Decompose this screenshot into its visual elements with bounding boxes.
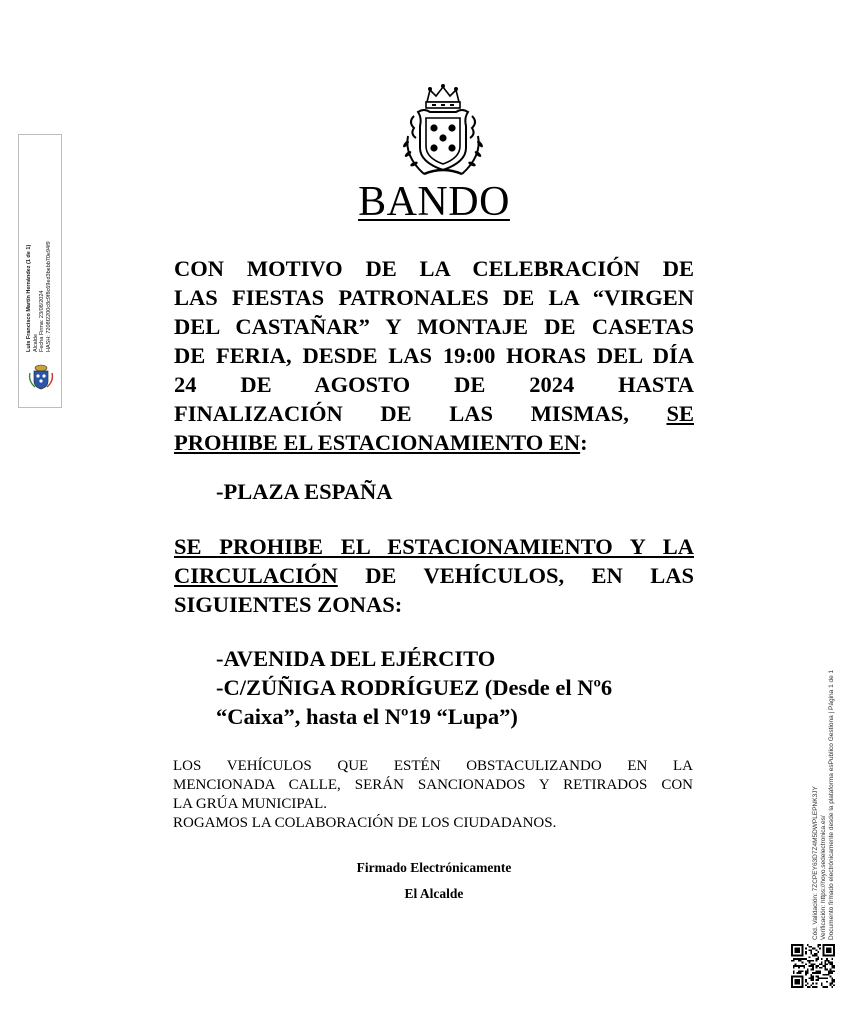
qr-module bbox=[817, 965, 819, 967]
qr-module bbox=[826, 974, 828, 976]
intro-paragraph bbox=[174, 254, 694, 457]
qr-module bbox=[805, 972, 807, 974]
qr-module bbox=[823, 977, 825, 979]
notice-line: MENCIONADA CALLE, SERÁN SANCIONADOS Y RETIRADOS CON bbox=[173, 777, 693, 793]
qr-module bbox=[814, 953, 816, 955]
qr-module bbox=[823, 974, 825, 976]
qr-module bbox=[810, 951, 812, 953]
zone-item: -PLAZA ESPAÑA bbox=[216, 479, 393, 504]
qr-module bbox=[793, 970, 795, 972]
qr-module bbox=[824, 969, 826, 971]
qr-module bbox=[810, 974, 812, 976]
qr-module bbox=[833, 965, 835, 967]
qr-module bbox=[833, 970, 835, 972]
qr-module bbox=[798, 960, 800, 962]
qr-module bbox=[821, 963, 823, 965]
qr-module bbox=[807, 944, 809, 946]
second-paragraph bbox=[174, 532, 694, 619]
qr-module bbox=[824, 962, 826, 964]
qr-module bbox=[809, 962, 811, 964]
qr-module bbox=[816, 967, 818, 969]
underlined-text: CIRCULACIÓN bbox=[174, 563, 338, 588]
qr-module bbox=[791, 960, 793, 962]
qr-module bbox=[795, 948, 800, 953]
qr-module bbox=[833, 979, 835, 981]
qr-module bbox=[816, 970, 818, 972]
signature-stamp-text bbox=[26, 241, 52, 352]
qr-module bbox=[812, 986, 814, 988]
qr-module bbox=[816, 979, 818, 981]
qr-module bbox=[823, 965, 825, 967]
second-line bbox=[174, 561, 694, 590]
qr-module bbox=[831, 986, 833, 988]
qr-module bbox=[828, 972, 830, 974]
qr-module bbox=[831, 983, 833, 985]
qr-module bbox=[793, 967, 795, 969]
qr-module bbox=[810, 963, 812, 965]
title-text: BANDO bbox=[358, 179, 510, 225]
second-line-text: DE VEHÍCULOS, EN LAS bbox=[337, 563, 694, 588]
qr-module bbox=[807, 969, 809, 971]
qr-module bbox=[816, 960, 818, 962]
qr-module bbox=[812, 948, 814, 950]
qr-code-icon bbox=[791, 944, 835, 988]
qr-module bbox=[793, 960, 795, 962]
qr-module bbox=[795, 963, 797, 965]
qr-module bbox=[805, 951, 807, 953]
qr-module bbox=[814, 963, 816, 965]
notice-paragraph bbox=[173, 757, 693, 833]
qr-module bbox=[824, 977, 826, 979]
qr-module bbox=[805, 948, 807, 950]
intro-line bbox=[174, 428, 694, 457]
intro-line: DE FERIA, DESDE LAS 19:00 HORAS DEL DÍA bbox=[174, 343, 694, 368]
qr-module bbox=[831, 977, 833, 979]
qr-module bbox=[819, 972, 821, 974]
qr-module bbox=[805, 970, 807, 972]
qr-module bbox=[830, 969, 832, 971]
qr-module bbox=[830, 962, 832, 964]
qr-module bbox=[831, 958, 833, 960]
qr-module bbox=[805, 984, 807, 986]
qr-module bbox=[826, 948, 831, 953]
qr-module bbox=[800, 970, 802, 972]
qr-module bbox=[814, 972, 816, 974]
qr-module bbox=[817, 956, 819, 958]
qr-module bbox=[819, 944, 821, 946]
qr-module bbox=[831, 972, 833, 974]
qr-module bbox=[812, 972, 814, 974]
qr-module bbox=[810, 965, 812, 967]
qr-module bbox=[826, 969, 828, 971]
qr-module bbox=[809, 946, 811, 948]
qr-module bbox=[803, 958, 805, 960]
signature-hash: HASH: 7208f2200c8c9f8c69ed3bebb70e94f9 bbox=[45, 241, 52, 352]
qr-module bbox=[805, 979, 807, 981]
qr-module bbox=[805, 958, 807, 960]
qr-module bbox=[819, 970, 821, 972]
qr-module bbox=[809, 965, 811, 967]
qr-module bbox=[805, 974, 807, 976]
qr-module bbox=[809, 956, 811, 958]
qr-module bbox=[802, 958, 804, 960]
qr-module bbox=[795, 979, 800, 984]
qr-module bbox=[816, 958, 818, 960]
qr-module bbox=[798, 970, 800, 972]
qr-module bbox=[830, 984, 832, 986]
qr-module bbox=[809, 949, 811, 951]
qr-module bbox=[819, 967, 821, 969]
qr-module bbox=[819, 948, 821, 950]
qr-module bbox=[821, 962, 823, 964]
qr-module bbox=[831, 965, 833, 967]
qr-module bbox=[803, 967, 805, 969]
qr-module bbox=[831, 970, 833, 972]
qr-module bbox=[826, 981, 828, 983]
qr-module bbox=[826, 960, 828, 962]
underlined-text: PROHIBE EL ESTACIONAMIENTO EN bbox=[174, 430, 581, 455]
municipal-seal-icon bbox=[27, 363, 55, 391]
qr-module bbox=[810, 977, 812, 979]
underlined-text: SE bbox=[666, 401, 694, 426]
verification-url: Verificación: https://hoyo.sedelectronica.es/ bbox=[820, 815, 827, 940]
qr-module bbox=[800, 958, 802, 960]
validation-code: Cód. Validación: 7ZCPEY63D7Z4M5DWPLEPNK3JY bbox=[812, 786, 819, 940]
zone-item: “Caixa”, hasta el Nº19 “Lupa”) bbox=[216, 704, 518, 729]
qr-module bbox=[812, 983, 814, 985]
qr-module bbox=[812, 969, 814, 971]
intro-line: CON MOTIVO DE LA CELEBRACIÓN DE bbox=[174, 256, 694, 281]
qr-module bbox=[807, 983, 809, 985]
zone-item: -AVENIDA DEL EJÉRCITO bbox=[216, 646, 496, 671]
second-line: SIGUIENTES ZONAS: bbox=[174, 592, 403, 617]
qr-module bbox=[809, 960, 811, 962]
qr-module bbox=[828, 960, 830, 962]
qr-module bbox=[805, 953, 807, 955]
coat-of-arms-icon bbox=[394, 82, 492, 182]
qr-module bbox=[810, 976, 812, 978]
qr-module bbox=[807, 960, 809, 962]
qr-module bbox=[802, 970, 804, 972]
qr-module bbox=[817, 958, 819, 960]
qr-module bbox=[807, 970, 809, 972]
qr-module bbox=[831, 962, 833, 964]
qr-module bbox=[798, 967, 800, 969]
qr-module bbox=[810, 984, 812, 986]
qr-module bbox=[823, 986, 825, 988]
notice-line: ROGAMOS LA COLABORACIÓN DE LOS CIUDADANOS. bbox=[173, 815, 557, 831]
qr-module bbox=[812, 979, 814, 981]
qr-module bbox=[826, 977, 828, 979]
qr-module bbox=[828, 970, 830, 972]
qr-module bbox=[819, 963, 821, 965]
signer-title: El Alcalde bbox=[404, 886, 464, 901]
qr-module bbox=[830, 970, 832, 972]
qr-module bbox=[812, 967, 814, 969]
qr-module bbox=[793, 965, 795, 967]
platform-note: Documento firmado electrónicamente desde la plataforma esPublico Gestiona | Página 1 de 1 bbox=[828, 669, 835, 940]
qr-module bbox=[798, 958, 800, 960]
qr-module bbox=[814, 986, 816, 988]
qr-module bbox=[816, 953, 818, 955]
qr-module bbox=[798, 965, 800, 967]
qr-module bbox=[817, 946, 819, 948]
qr-module bbox=[816, 976, 818, 978]
qr-module bbox=[826, 958, 828, 960]
qr-module bbox=[800, 965, 802, 967]
qr-module bbox=[830, 972, 832, 974]
qr-module bbox=[803, 965, 805, 967]
intro-line: LAS FIESTAS PATRONALES DE LA “VIRGEN bbox=[174, 285, 694, 310]
qr-module bbox=[816, 986, 818, 988]
qr-module bbox=[824, 965, 826, 967]
signer-name: Luis Francisco Martín Hernández (1 de 1) bbox=[26, 244, 32, 352]
underlined-text: SE PROHIBE EL ESTACIONAMIENTO Y LA bbox=[174, 534, 694, 559]
qr-module bbox=[817, 972, 819, 974]
qr-module bbox=[817, 951, 819, 953]
intro-line-text: : bbox=[580, 430, 588, 455]
qr-module bbox=[816, 972, 818, 974]
signed-electronically: Firmado Electrónicamente bbox=[356, 860, 512, 875]
qr-module bbox=[831, 963, 833, 965]
qr-module bbox=[828, 974, 830, 976]
qr-module bbox=[809, 986, 811, 988]
qr-module bbox=[810, 969, 812, 971]
qr-module bbox=[796, 958, 798, 960]
qr-module bbox=[817, 976, 819, 978]
qr-module bbox=[833, 981, 835, 983]
qr-module bbox=[824, 986, 826, 988]
qr-module bbox=[812, 977, 814, 979]
qr-module bbox=[817, 977, 819, 979]
qr-module bbox=[814, 948, 816, 950]
qr-module bbox=[805, 963, 807, 965]
sign-date: Fecha Firma: 23/08/2024 bbox=[39, 290, 45, 352]
notice-line: LOS VEHÍCULOS QUE ESTÉN OBSTACULIZANDO EN LA bbox=[173, 758, 693, 774]
qr-module bbox=[817, 979, 819, 981]
qr-module bbox=[830, 963, 832, 965]
qr-module bbox=[831, 967, 833, 969]
qr-module bbox=[812, 976, 814, 978]
qr-module bbox=[830, 983, 832, 985]
qr-module bbox=[810, 953, 812, 955]
qr-module bbox=[831, 979, 833, 981]
notice-line: LA GRÚA MUNICIPAL. bbox=[173, 796, 328, 812]
qr-module bbox=[821, 958, 823, 960]
qr-module bbox=[816, 949, 818, 951]
qr-module bbox=[812, 960, 814, 962]
qr-module bbox=[824, 967, 826, 969]
page-title bbox=[0, 178, 868, 226]
qr-module bbox=[805, 981, 807, 983]
qr-module bbox=[816, 983, 818, 985]
qr-module bbox=[807, 986, 809, 988]
qr-module bbox=[796, 965, 798, 967]
qr-module bbox=[817, 970, 819, 972]
qr-module bbox=[796, 972, 798, 974]
qr-module bbox=[810, 960, 812, 962]
qr-module bbox=[828, 962, 830, 964]
qr-module bbox=[816, 965, 818, 967]
signer-role: Alcalde bbox=[32, 333, 39, 352]
qr-module bbox=[810, 949, 812, 951]
qr-module bbox=[795, 958, 797, 960]
qr-module bbox=[824, 960, 826, 962]
qr-module bbox=[814, 955, 816, 957]
intro-line: 24 DE AGOSTO DE 2024 HASTA bbox=[174, 372, 694, 397]
second-line bbox=[174, 532, 694, 561]
qr-module bbox=[816, 955, 818, 957]
qr-module bbox=[821, 984, 823, 986]
qr-module bbox=[830, 976, 832, 978]
qr-module bbox=[807, 972, 809, 974]
intro-line: DEL CASTAÑAR” Y MONTAJE DE CASETAS bbox=[174, 314, 694, 339]
qr-module bbox=[802, 965, 804, 967]
qr-module bbox=[833, 967, 835, 969]
qr-module bbox=[798, 972, 800, 974]
qr-module bbox=[821, 967, 823, 969]
qr-module bbox=[833, 984, 835, 986]
qr-module bbox=[793, 972, 795, 974]
intro-line bbox=[174, 399, 694, 428]
qr-module bbox=[795, 965, 797, 967]
qr-module bbox=[809, 977, 811, 979]
qr-module bbox=[824, 963, 826, 965]
qr-module bbox=[821, 977, 823, 979]
qr-module bbox=[824, 974, 826, 976]
qr-module bbox=[821, 983, 823, 985]
qr-module bbox=[812, 965, 814, 967]
qr-module bbox=[793, 958, 795, 960]
qr-module bbox=[800, 972, 802, 974]
qr-module bbox=[810, 946, 812, 948]
qr-module bbox=[826, 986, 828, 988]
qr-module bbox=[810, 979, 812, 981]
zone-item: -C/ZÚÑIGA RODRÍGUEZ (Desde el Nº6 bbox=[216, 675, 613, 700]
qr-module bbox=[831, 981, 833, 983]
intro-line-text: FINALIZACIÓN DE LAS MISMAS, bbox=[174, 401, 629, 426]
qr-module bbox=[826, 963, 828, 965]
qr-module bbox=[812, 963, 814, 965]
qr-module bbox=[819, 977, 821, 979]
qr-module bbox=[812, 955, 814, 957]
qr-module bbox=[817, 944, 819, 946]
qr-module bbox=[802, 962, 804, 964]
qr-module bbox=[800, 960, 802, 962]
